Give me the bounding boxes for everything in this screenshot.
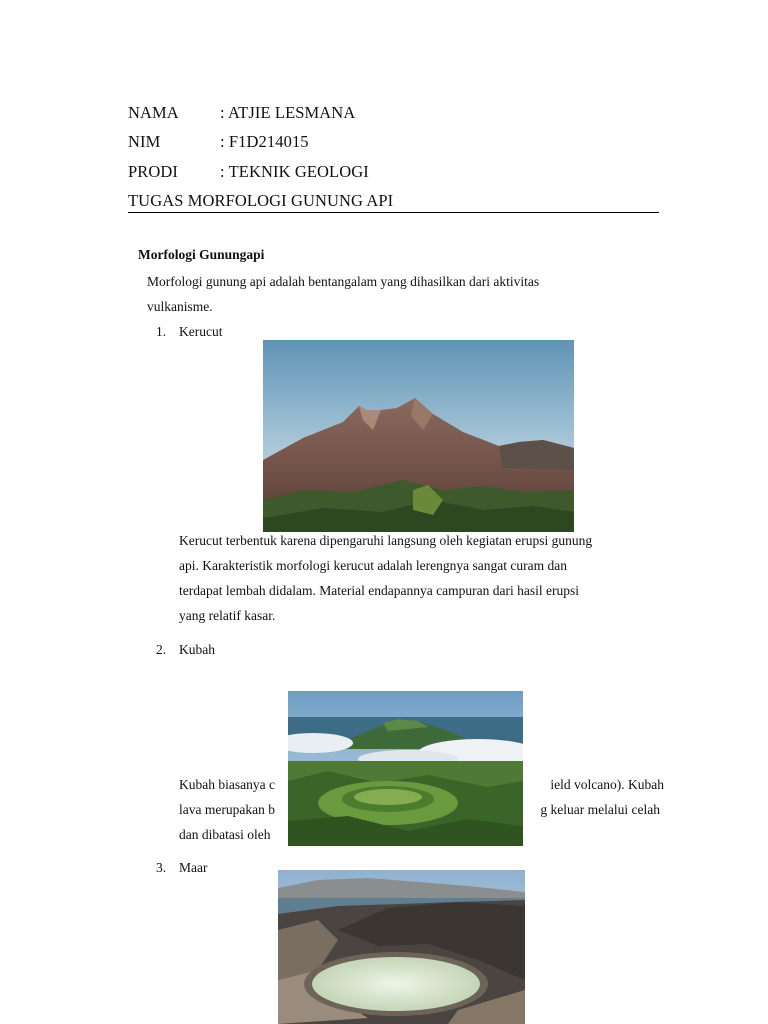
photo-maar-crater	[278, 870, 525, 1024]
task-title-text: TUGAS MORFOLOGI GUNUNG API	[128, 191, 394, 210]
list-label-maar: Maar	[179, 860, 208, 875]
header-key: NIM	[128, 132, 161, 151]
header-key: PRODI	[128, 162, 179, 181]
photo-kubah-volcano	[288, 691, 523, 846]
header-value: : ATJIE LESMANA	[220, 103, 356, 122]
intro-line-2: vulkanisme.	[147, 299, 213, 314]
header-value: : F1D214015	[220, 132, 309, 151]
header-value: : TEKNIK GEOLOGI	[220, 162, 369, 181]
intro-line-1: Morfologi gunung api adalah bentangalam yang dihasilkan dari aktivitas	[147, 274, 540, 289]
list-number: 2.	[156, 642, 167, 657]
section-title: Morfologi Gunungapi	[138, 247, 265, 262]
kerucut-line-4: yang relatif kasar.	[179, 608, 276, 623]
kubah-line-1a: Kubah biasanya c	[179, 777, 275, 792]
header-divider	[128, 212, 659, 213]
kubah-line-2b: g keluar melalui celah	[540, 802, 660, 817]
list-number: 3.	[156, 860, 167, 875]
list-label-kubah: Kubah	[179, 642, 215, 657]
kubah-line-2a: lava merupakan b	[179, 802, 275, 817]
list-label-kerucut: Kerucut	[179, 324, 223, 339]
kerucut-line-1: Kerucut terbentuk karena dipengaruhi langsung oleh kegiatan erupsi gunung	[179, 533, 593, 548]
kerucut-line-3: terdapat lembah didalam. Material endapannya campuran dari hasil erupsi	[179, 583, 579, 598]
photo-kerucut-volcano	[263, 340, 574, 532]
kerucut-line-2: api. Karakteristik morfologi kerucut adalah lerengnya sangat curam dan	[179, 558, 567, 573]
header-key: NAMA	[128, 103, 179, 122]
kubah-line-3a: dan dibatasi oleh	[179, 827, 271, 842]
kubah-line-1b: ield volcano). Kubah	[550, 777, 664, 792]
list-number: 1.	[156, 324, 167, 339]
